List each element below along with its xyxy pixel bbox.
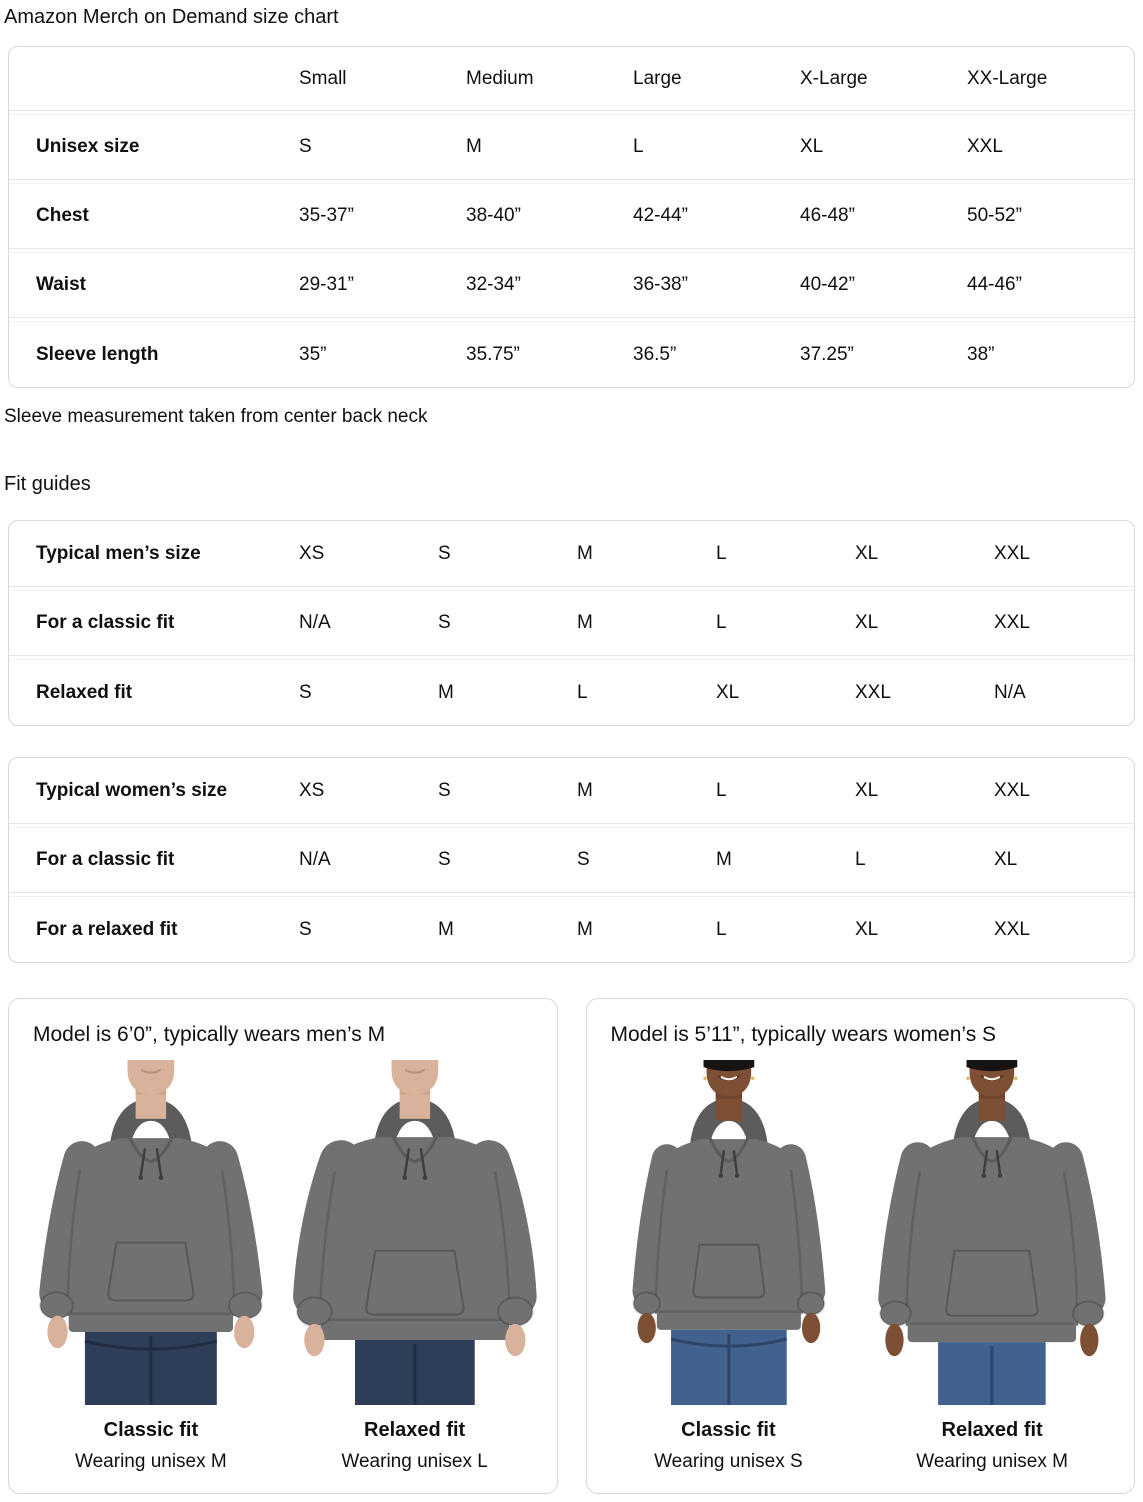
table-cell: L — [855, 849, 866, 870]
table-cell: L — [577, 681, 588, 703]
mens-model-card — [8, 998, 558, 1494]
fit-type-label: Relaxed fit — [941, 1419, 1043, 1441]
womens-model-card — [586, 998, 1136, 1494]
fit-type-label: Classic fit — [103, 1419, 199, 1441]
table-cell: N/A — [994, 681, 1026, 703]
table-cell: L — [716, 779, 727, 801]
table-cell: 38” — [967, 343, 995, 365]
table-cell: 38-40” — [466, 205, 521, 226]
table-cell: S — [577, 849, 590, 870]
table-cell: 29-31” — [299, 274, 354, 295]
table-row — [9, 521, 1134, 587]
row-label: Chest — [36, 205, 89, 226]
table-cell: 36-38” — [633, 274, 688, 295]
womens-relaxed-fit-figure — [860, 1060, 1124, 1473]
table-cell: XXL — [994, 542, 1030, 564]
column-header: X-Large — [800, 67, 868, 89]
table-row — [9, 758, 1134, 824]
table-cell: XXL — [994, 612, 1030, 633]
column-header: Medium — [466, 67, 534, 89]
mens-classic-fit-photo — [19, 1060, 283, 1407]
table-cell: 35” — [299, 343, 327, 365]
mens-model-card-title: Model is 6’0”, typically wears men’s M — [33, 1023, 386, 1046]
column-header: Small — [299, 67, 347, 89]
size-chart-table — [8, 46, 1135, 388]
table-cell: S — [438, 542, 451, 564]
fit-type-label: Classic fit — [681, 1419, 776, 1441]
table-cell: L — [716, 612, 727, 633]
table-cell: 36.5” — [633, 343, 677, 365]
table-cell: XL — [855, 612, 879, 633]
table-cell: M — [466, 136, 482, 157]
table-cell: S — [299, 136, 312, 157]
table-cell: M — [577, 779, 593, 801]
table-cell: M — [438, 918, 454, 940]
table-cell: XL — [855, 542, 879, 564]
table-cell: XL — [994, 849, 1018, 870]
table-cell: L — [716, 542, 727, 564]
table-cell: 35-37” — [299, 205, 354, 226]
table-row — [9, 827, 1134, 893]
table-cell: XL — [855, 918, 879, 940]
table-cell: 35.75” — [466, 343, 520, 365]
table-cell: 32-34” — [466, 274, 521, 295]
table-cell: S — [438, 849, 451, 870]
table-cell: XXL — [994, 918, 1030, 940]
table-cell: M — [577, 612, 593, 633]
mens-fit-guide-table — [8, 520, 1135, 726]
sleeve-measurement-note: Sleeve measurement taken from center back neck — [4, 406, 428, 427]
model-cards — [8, 998, 1135, 1502]
table-cell: XL — [800, 136, 824, 157]
table-cell: XS — [299, 779, 325, 801]
column-header: XX-Large — [967, 67, 1048, 89]
mens-relaxed-fit-figure — [283, 1060, 547, 1473]
row-label: Typical women’s size — [36, 779, 228, 801]
table-cell: XL — [716, 681, 740, 703]
wearing-size-label: Wearing unisex L — [341, 1451, 488, 1472]
table-cell: M — [577, 918, 593, 940]
table-cell: XS — [299, 542, 325, 564]
table-cell: XL — [855, 779, 879, 801]
table-cell: 46-48” — [800, 205, 855, 226]
womens-fit-guide-table — [8, 757, 1135, 963]
womens-classic-fit-photo — [597, 1060, 861, 1407]
column-header: Large — [633, 67, 682, 89]
table-cell: M — [438, 681, 454, 703]
fit-type-label: Relaxed fit — [364, 1419, 466, 1441]
table-row — [9, 114, 1134, 180]
hoodie-model-illustration — [597, 1060, 861, 1405]
table-cell: S — [299, 918, 312, 940]
row-label: Waist — [36, 274, 86, 295]
wearing-size-label: Wearing unisex S — [654, 1451, 803, 1472]
hoodie-model-illustration — [860, 1060, 1124, 1405]
table-cell: N/A — [299, 612, 331, 633]
womens-relaxed-fit-photo — [860, 1060, 1124, 1407]
table-cell: N/A — [299, 849, 331, 870]
row-label: Sleeve length — [36, 343, 159, 365]
table-cell: S — [438, 779, 451, 801]
row-label: For a relaxed fit — [36, 918, 178, 940]
mens-relaxed-fit-photo — [283, 1060, 547, 1407]
table-cell: XXL — [994, 779, 1030, 801]
table-cell: L — [716, 918, 727, 940]
row-label: Unisex size — [36, 136, 140, 157]
table-row — [9, 183, 1134, 249]
table-row — [9, 659, 1134, 725]
table-row — [9, 321, 1134, 387]
table-header-row — [9, 47, 1134, 111]
fit-guides-heading: Fit guides — [4, 473, 91, 495]
table-cell: 42-44” — [633, 205, 688, 226]
table-cell: S — [299, 681, 312, 703]
row-label: Typical men’s size — [36, 542, 201, 564]
table-cell: L — [633, 136, 644, 157]
table-row — [9, 590, 1134, 656]
table-row — [9, 896, 1134, 962]
table-cell: S — [438, 612, 451, 633]
row-label: Relaxed fit — [36, 681, 133, 703]
table-cell: 37.25” — [800, 343, 854, 365]
table-cell: 44-46” — [967, 274, 1022, 295]
row-label: For a classic fit — [36, 849, 175, 870]
mens-classic-fit-figure — [19, 1060, 283, 1473]
table-cell: M — [716, 849, 732, 870]
table-cell: M — [577, 542, 593, 564]
wearing-size-label: Wearing unisex M — [75, 1451, 227, 1472]
table-cell: 50-52” — [967, 205, 1022, 226]
womens-model-card-title: Model is 5’11”, typically wears women’s S — [610, 1023, 997, 1046]
page-title: Amazon Merch on Demand size chart — [4, 6, 339, 28]
wearing-size-label: Wearing unisex M — [916, 1451, 1068, 1472]
womens-classic-fit-figure — [597, 1060, 861, 1473]
table-cell: XXL — [967, 136, 1003, 157]
hoodie-model-illustration — [19, 1060, 283, 1405]
table-cell: XXL — [855, 681, 891, 703]
table-cell: 40-42” — [800, 274, 855, 295]
hoodie-model-illustration — [283, 1060, 547, 1405]
row-label: For a classic fit — [36, 612, 175, 633]
table-row — [9, 252, 1134, 318]
